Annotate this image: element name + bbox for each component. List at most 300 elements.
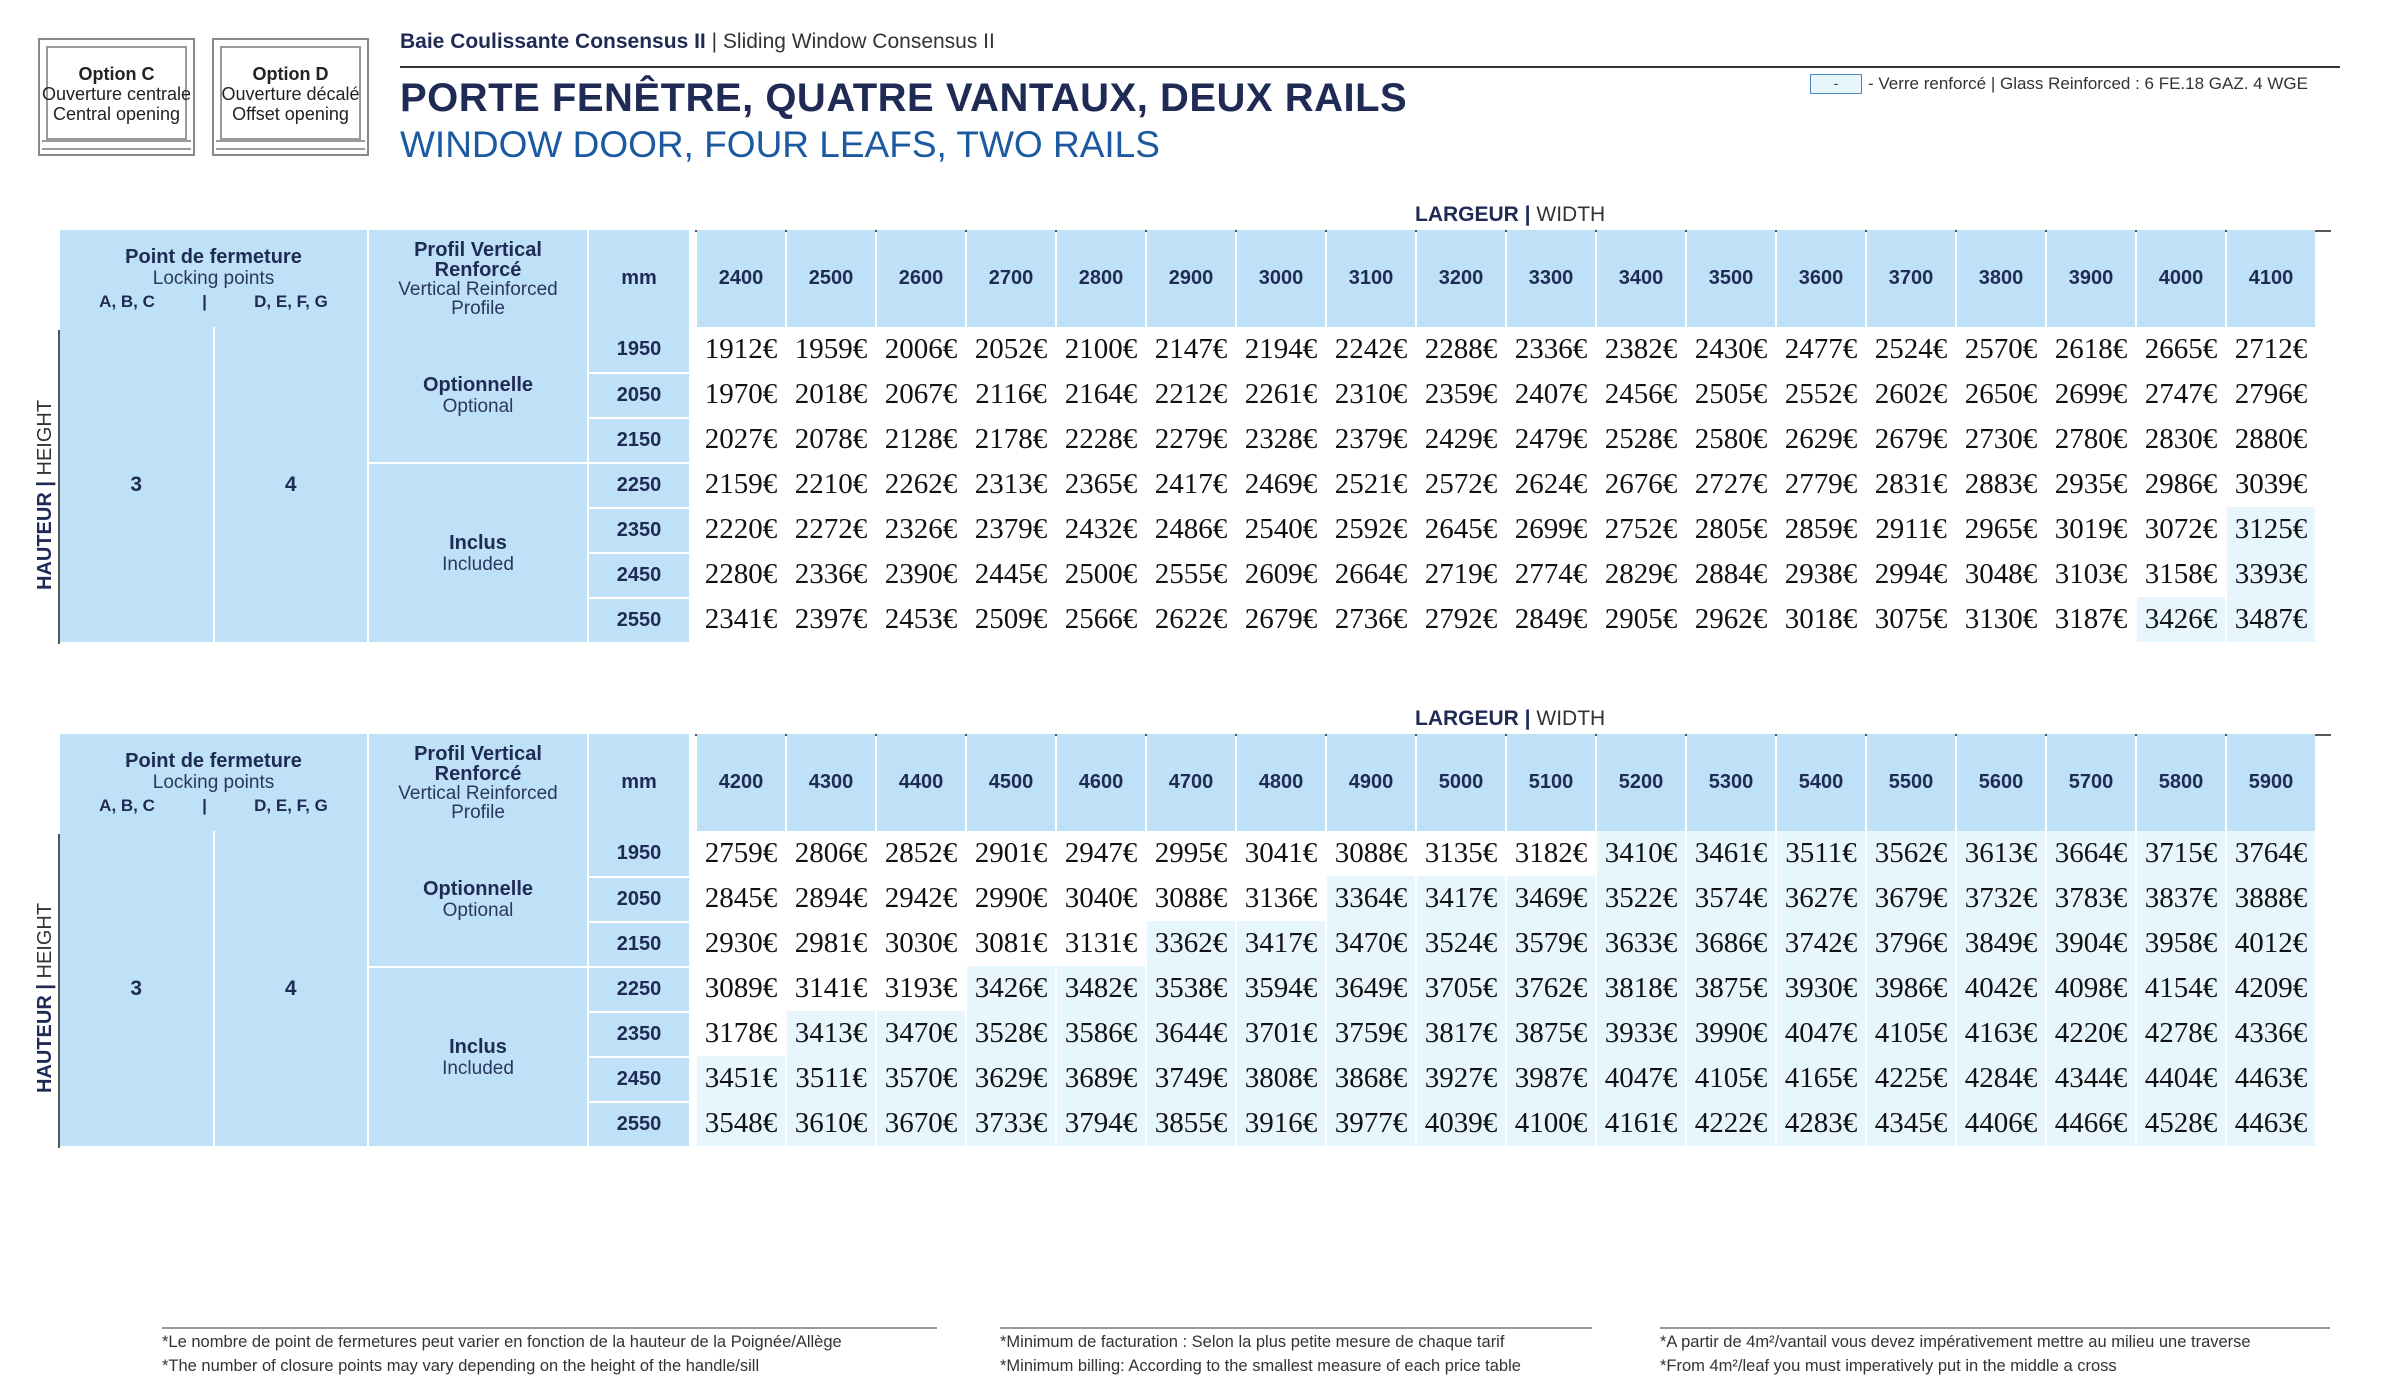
price-cell: 2280€: [697, 552, 785, 597]
width-header-cell: 5800: [2137, 734, 2225, 831]
price-cell: 4284€: [1957, 1056, 2045, 1101]
price-cell: 2521€: [1327, 462, 1415, 507]
price-cell: 2067€: [877, 372, 965, 417]
price-cell: 3649€: [1327, 966, 1415, 1011]
price-cell: 2379€: [967, 507, 1055, 552]
price-cell: 4161€: [1597, 1101, 1685, 1146]
price-cell: 3487€: [2227, 597, 2315, 642]
rail-icon: [216, 140, 365, 150]
price-cell: 2128€: [877, 417, 965, 462]
price-cell: 3796€: [1867, 921, 1955, 966]
price-cell: 4225€: [1867, 1056, 1955, 1101]
price-cell: 2774€: [1507, 552, 1595, 597]
price-cell: 4163€: [1957, 1011, 2045, 1056]
price-cell: 4105€: [1687, 1056, 1775, 1101]
price-cell: 2727€: [1687, 462, 1775, 507]
price-cell: 2986€: [2137, 462, 2225, 507]
price-cell: 3136€: [1237, 876, 1325, 921]
page-title-en: WINDOW DOOR, FOUR LEAFS, TWO RAILS: [400, 124, 1160, 165]
price-cell: 2829€: [1597, 552, 1685, 597]
price-cell: 2752€: [1597, 507, 1685, 552]
width-header-cell: 5200: [1597, 734, 1685, 831]
option-d-en: Offset opening: [232, 104, 349, 124]
price-cell: 4220€: [2047, 1011, 2135, 1056]
price-cell: 3629€: [967, 1056, 1055, 1101]
price-cell: 4012€: [2227, 921, 2315, 966]
price-cell: 2429€: [1417, 417, 1505, 462]
height-cell: 1950: [589, 831, 689, 876]
header-gap: [691, 734, 695, 831]
price-cell: 2397€: [787, 597, 875, 642]
price-cell: 3522€: [1597, 876, 1685, 921]
locking-abc: A, B, C: [99, 795, 155, 815]
row-gap: [691, 327, 695, 372]
price-cell: 3875€: [1507, 1011, 1595, 1056]
price-cell: 3794€: [1057, 1101, 1145, 1146]
price-cell: 3664€: [2047, 831, 2135, 876]
price-cell: 3977€: [1327, 1101, 1415, 1146]
price-cell: 3759€: [1327, 1011, 1415, 1056]
price-cell: 4404€: [2137, 1056, 2225, 1101]
locking-header: [60, 230, 367, 327]
price-cell: 4042€: [1957, 966, 2045, 1011]
price-cell: 2479€: [1507, 417, 1595, 462]
price-cell: 3732€: [1957, 876, 2045, 921]
price-cell: 2159€: [697, 462, 785, 507]
price-cell: 4336€: [2227, 1011, 2315, 1056]
price-cell: 3125€: [2227, 507, 2315, 552]
subtitle-separator: |: [705, 30, 723, 53]
profil-included-cell: [369, 966, 587, 1146]
height-cell: 1950: [589, 327, 689, 372]
price-cell: 2178€: [967, 417, 1055, 462]
height-cell: 2350: [589, 1011, 689, 1056]
price-cell: 4345€: [1867, 1101, 1955, 1146]
price-cell: 3579€: [1507, 921, 1595, 966]
height-label: HEIGHT: [34, 902, 56, 979]
price-cell: 2540€: [1237, 507, 1325, 552]
price-cell: 2261€: [1237, 372, 1325, 417]
price-cell: 3644€: [1147, 1011, 1235, 1056]
price-cell: 2719€: [1417, 552, 1505, 597]
locking-sub: [60, 796, 367, 816]
width-header-cell: 4800: [1237, 734, 1325, 831]
price-cell: 2262€: [877, 462, 965, 507]
height-cell: 2050: [589, 372, 689, 417]
price-cell: 3470€: [877, 1011, 965, 1056]
price-cell: 3610€: [787, 1101, 875, 1146]
price-cell: 2566€: [1057, 597, 1145, 642]
price-cell: 4165€: [1777, 1056, 1865, 1101]
price-cell: 3019€: [2047, 507, 2135, 552]
included-fr: Inclus: [449, 1036, 507, 1058]
profil-header: [369, 230, 587, 327]
price-cell: 4222€: [1687, 1101, 1775, 1146]
price-cell: 3670€: [877, 1101, 965, 1146]
option-c-title: Option C: [78, 64, 155, 84]
price-cell: 2006€: [877, 327, 965, 372]
price-cell: 4098€: [2047, 966, 2135, 1011]
price-cell: 1912€: [697, 327, 785, 372]
price-cell: 2901€: [967, 831, 1055, 876]
price-cell: 3088€: [1327, 831, 1415, 876]
price-cell: 2676€: [1597, 462, 1685, 507]
row-gap: [691, 966, 695, 1011]
price-cell: 3705€: [1417, 966, 1505, 1011]
price-cell: 3742€: [1777, 921, 1865, 966]
price-cell: 2027€: [697, 417, 785, 462]
price-cell: 2477€: [1777, 327, 1865, 372]
price-cell: 2528€: [1597, 417, 1685, 462]
width-header-cell: 2600: [877, 230, 965, 327]
width-header-cell: 4200: [697, 734, 785, 831]
width-header-cell: 5400: [1777, 734, 1865, 831]
table-row: [60, 327, 2315, 372]
row-gap: [691, 417, 695, 462]
price-cell: 2382€: [1597, 327, 1685, 372]
price-cell: 3088€: [1147, 876, 1235, 921]
optional-en: Optional: [442, 395, 514, 417]
locking-header: [60, 734, 367, 831]
locking-fr: Point de fermeture: [125, 749, 302, 772]
price-cell: 2679€: [1867, 417, 1955, 462]
price-cell: 2962€: [1687, 597, 1775, 642]
footnote-3: [1660, 1330, 2251, 1378]
price-cell: 3701€: [1237, 1011, 1325, 1056]
price-cell: 3990€: [1687, 1011, 1775, 1056]
price-cell: 3958€: [2137, 921, 2225, 966]
price-cell: 2505€: [1687, 372, 1775, 417]
width-header-cell: 4000: [2137, 230, 2225, 327]
optional-en: Optional: [442, 899, 514, 921]
locking-sub: [60, 292, 367, 312]
locking-count-abc: 3: [60, 831, 213, 1146]
profil-included-cell: [369, 462, 587, 642]
price-cell: 4100€: [1507, 1101, 1595, 1146]
price-cell: 3081€: [967, 921, 1055, 966]
price-cell: 2212€: [1147, 372, 1235, 417]
price-cell: 3470€: [1327, 921, 1415, 966]
price-cell: 3030€: [877, 921, 965, 966]
width-header-cell: 3700: [1867, 230, 1955, 327]
profil-optional-cell: [369, 327, 587, 462]
height-label: HEIGHT: [34, 399, 56, 476]
price-cell: 3808€: [1237, 1056, 1325, 1101]
product-subtitle: [400, 30, 995, 54]
price-cell: 3041€: [1237, 831, 1325, 876]
price-cell: 2796€: [2227, 372, 2315, 417]
width-label: WIDTH: [1536, 203, 1606, 226]
option-d-fr: Ouverture décalé: [221, 84, 360, 104]
row-gap: [691, 507, 695, 552]
price-cell: 2500€: [1057, 552, 1145, 597]
width-header-cell: 5500: [1867, 734, 1955, 831]
width-caption: LARGEUR | WIDTH: [1415, 203, 1606, 226]
price-cell: 2884€: [1687, 552, 1775, 597]
width-header-cell: 2900: [1147, 230, 1235, 327]
price-cell: 2336€: [787, 552, 875, 597]
price-cell: 2456€: [1597, 372, 1685, 417]
price-cell: 3817€: [1417, 1011, 1505, 1056]
price-cell: 2100€: [1057, 327, 1145, 372]
profil-optional-cell: [369, 831, 587, 966]
price-cell: 2432€: [1057, 507, 1145, 552]
price-cell: 2310€: [1327, 372, 1415, 417]
height-axis-label-2: HAUTEUR | HEIGHT: [34, 902, 56, 1093]
locking-count-defg: 4: [215, 327, 368, 642]
price-cell: 2880€: [2227, 417, 2315, 462]
footnote-1-fr: *Le nombre de point de fermetures peut varier en fonction de la hauteur de la Poignée/Allège: [162, 1333, 842, 1351]
price-cell: 2486€: [1147, 507, 1235, 552]
price-cell: 2905€: [1597, 597, 1685, 642]
price-cell: 3586€: [1057, 1011, 1145, 1056]
height-axis-line-2: [58, 834, 60, 1148]
height-cell: 2150: [589, 417, 689, 462]
height-cell: 2250: [589, 966, 689, 1011]
price-cell: 2580€: [1687, 417, 1775, 462]
subtitle-en: Sliding Window Consensus II: [722, 30, 995, 53]
price-cell: 3103€: [2047, 552, 2135, 597]
price-cell: 2242€: [1327, 327, 1415, 372]
locking-sep: |: [202, 795, 207, 815]
price-cell: 2336€: [1507, 327, 1595, 372]
price-cell: 4047€: [1777, 1011, 1865, 1056]
price-cell: 3933€: [1597, 1011, 1685, 1056]
row-gap: [691, 876, 695, 921]
price-cell: 3986€: [1867, 966, 1955, 1011]
largeur-label: LARGEUR: [1415, 203, 1519, 226]
width-header-cell: 4400: [877, 734, 965, 831]
width-header-cell: 2800: [1057, 230, 1145, 327]
page-title: PORTE FENÊTRE, QUATRE VANTAUX, DEUX RAILS: [400, 76, 1408, 120]
price-cell: 3762€: [1507, 966, 1595, 1011]
height-cell: 2350: [589, 507, 689, 552]
price-cell: 3916€: [1237, 1101, 1325, 1146]
mm-header: mm: [589, 230, 689, 327]
price-cell: 3574€: [1687, 876, 1775, 921]
profil-fr2: Renforcé: [434, 258, 522, 281]
price-cell: 2935€: [2047, 462, 2135, 507]
price-cell: 2624€: [1507, 462, 1595, 507]
width-header-cell: 3400: [1597, 230, 1685, 327]
price-cell: 3686€: [1687, 921, 1775, 966]
row-gap: [691, 552, 695, 597]
width-header-cell: 4900: [1327, 734, 1415, 831]
price-cell: 2995€: [1147, 831, 1235, 876]
price-cell: 2572€: [1417, 462, 1505, 507]
price-cell: 4154€: [2137, 966, 2225, 1011]
price-cell: 2341€: [697, 597, 785, 642]
price-cell: 2894€: [787, 876, 875, 921]
price-cell: 3562€: [1867, 831, 1955, 876]
width-header-cell: 4600: [1057, 734, 1145, 831]
price-cell: 3888€: [2227, 876, 2315, 921]
height-cell: 2450: [589, 1056, 689, 1101]
price-cell: 3783€: [2047, 876, 2135, 921]
price-cell: 2052€: [967, 327, 1055, 372]
price-cell: 3193€: [877, 966, 965, 1011]
price-cell: 2570€: [1957, 327, 2045, 372]
price-cell: 3538€: [1147, 966, 1235, 1011]
price-cell: 3362€: [1147, 921, 1235, 966]
width-header-cell: 3500: [1687, 230, 1775, 327]
width-caption-2: LARGEUR | WIDTH: [1415, 707, 1606, 730]
price-cell: 3451€: [697, 1056, 785, 1101]
price-cell: 2453€: [877, 597, 965, 642]
price-cell: 3482€: [1057, 966, 1145, 1011]
price-cell: 3075€: [1867, 597, 1955, 642]
profil-en1: Vertical Reinforced: [398, 782, 558, 804]
price-cell: 3410€: [1597, 831, 1685, 876]
price-cell: 2602€: [1867, 372, 1955, 417]
price-cell: 3130€: [1957, 597, 2045, 642]
price-cell: 3679€: [1867, 876, 1955, 921]
price-cell: 3548€: [697, 1101, 785, 1146]
price-cell: 4105€: [1867, 1011, 1955, 1056]
price-cell: 3987€: [1507, 1056, 1595, 1101]
price-cell: 3868€: [1327, 1056, 1415, 1101]
price-cell: 4528€: [2137, 1101, 2225, 1146]
width-header-cell: 2700: [967, 230, 1055, 327]
price-cell: 3040€: [1057, 876, 1145, 921]
price-cell: 3733€: [967, 1101, 1055, 1146]
price-table-1: [58, 230, 2317, 642]
price-cell: 2592€: [1327, 507, 1415, 552]
profil-fr1: Profil Vertical: [414, 238, 542, 261]
profil-en1: Vertical Reinforced: [398, 278, 558, 300]
price-cell: 2220€: [697, 507, 785, 552]
price-cell: 3469€: [1507, 876, 1595, 921]
price-cell: 2859€: [1777, 507, 1865, 552]
footnote-2-en: *Minimum billing: According to the smallest measure of each price table: [1000, 1357, 1521, 1375]
price-cell: 2831€: [1867, 462, 1955, 507]
price-cell: 2390€: [877, 552, 965, 597]
price-cell: 3633€: [1597, 921, 1685, 966]
price-cell: 2938€: [1777, 552, 1865, 597]
price-cell: 3072€: [2137, 507, 2225, 552]
width-header-cell: 4100: [2227, 230, 2315, 327]
width-header-cell: 5000: [1417, 734, 1505, 831]
price-cell: 2328€: [1237, 417, 1325, 462]
price-cell: 2645€: [1417, 507, 1505, 552]
price-cell: 1959€: [787, 327, 875, 372]
price-cell: 3039€: [2227, 462, 2315, 507]
profil-en2: Profile: [451, 297, 505, 319]
price-cell: 2911€: [1867, 507, 1955, 552]
width-header-cell: 3600: [1777, 230, 1865, 327]
price-cell: 2147€: [1147, 327, 1235, 372]
price-cell: 2736€: [1327, 597, 1415, 642]
locking-defg: D, E, F, G: [254, 795, 328, 815]
price-cell: 2712€: [2227, 327, 2315, 372]
header-divider: [400, 66, 2340, 68]
price-cell: 2164€: [1057, 372, 1145, 417]
price-cell: 3570€: [877, 1056, 965, 1101]
price-cell: 2930€: [697, 921, 785, 966]
locking-defg: D, E, F, G: [254, 291, 328, 311]
row-gap: [691, 1011, 695, 1056]
price-cell: 2699€: [1507, 507, 1595, 552]
profil-en2: Profile: [451, 801, 505, 823]
legend-text: - Verre renforcé | Glass Reinforced : 6 FE.18 GAZ. 4 WGE: [1868, 74, 2308, 93]
price-cell: 2679€: [1237, 597, 1325, 642]
price-cell: 2981€: [787, 921, 875, 966]
price-cell: 2780€: [2047, 417, 2135, 462]
price-cell: 2845€: [697, 876, 785, 921]
row-gap: [691, 1101, 695, 1146]
price-cell: 2379€: [1327, 417, 1415, 462]
price-cell: 2210€: [787, 462, 875, 507]
footnote-1-en: *The number of closure points may vary depending on the height of the handle/sill: [162, 1357, 760, 1375]
price-cell: 4344€: [2047, 1056, 2135, 1101]
locking-count-abc: 3: [60, 327, 213, 642]
price-cell: 2883€: [1957, 462, 2045, 507]
row-gap: [691, 462, 695, 507]
price-cell: 2272€: [787, 507, 875, 552]
price-cell: 2018€: [787, 372, 875, 417]
largeur-label: LARGEUR: [1415, 707, 1519, 730]
profil-fr2: Renforcé: [434, 762, 522, 785]
price-cell: 2990€: [967, 876, 1055, 921]
price-cell: 2509€: [967, 597, 1055, 642]
price-cell: 3849€: [1957, 921, 2045, 966]
width-header-cell: 5100: [1507, 734, 1595, 831]
included-en: Included: [442, 1058, 514, 1079]
mm-header: mm: [589, 734, 689, 831]
locking-abc: A, B, C: [99, 291, 155, 311]
row-gap: [691, 921, 695, 966]
locking-en: Locking points: [152, 267, 275, 289]
hauteur-label: HAUTEUR: [34, 995, 56, 1093]
price-cell: 3178€: [697, 1011, 785, 1056]
price-cell: 3524€: [1417, 921, 1505, 966]
height-cell: 2050: [589, 876, 689, 921]
price-cell: 2849€: [1507, 597, 1595, 642]
price-cell: 2078€: [787, 417, 875, 462]
price-cell: 4283€: [1777, 1101, 1865, 1146]
price-cell: 3089€: [697, 966, 785, 1011]
price-cell: 2805€: [1687, 507, 1775, 552]
price-cell: 2365€: [1057, 462, 1145, 507]
price-cell: 4278€: [2137, 1011, 2225, 1056]
price-cell: 2279€: [1147, 417, 1235, 462]
optional-fr: Optionnelle: [423, 373, 533, 396]
price-cell: 2994€: [1867, 552, 1955, 597]
width-header-cell: 3200: [1417, 230, 1505, 327]
price-cell: 3426€: [967, 966, 1055, 1011]
price-cell: 2629€: [1777, 417, 1865, 462]
option-c-en: Central opening: [52, 104, 181, 124]
footnote-1: [162, 1330, 842, 1378]
price-cell: 3048€: [1957, 552, 2045, 597]
locking-fr: Point de fermeture: [125, 245, 302, 268]
profil-fr1: Profil Vertical: [414, 742, 542, 765]
width-header-cell: 4700: [1147, 734, 1235, 831]
price-cell: 3927€: [1417, 1056, 1505, 1101]
price-cell: 2759€: [697, 831, 785, 876]
locking-sep: |: [202, 291, 207, 311]
price-cell: 2664€: [1327, 552, 1415, 597]
width-header-cell: 3800: [1957, 230, 2045, 327]
price-cell: 3417€: [1237, 921, 1325, 966]
price-cell: 3511€: [787, 1056, 875, 1101]
footnote-line: [162, 1327, 937, 1329]
subtitle-fr: Baie Coulissante Consensus II: [400, 30, 706, 53]
locking-en: Locking points: [152, 771, 275, 793]
option-c-fr: Ouverture centrale: [41, 84, 192, 104]
price-cell: 2779€: [1777, 462, 1865, 507]
header-gap: [691, 230, 695, 327]
